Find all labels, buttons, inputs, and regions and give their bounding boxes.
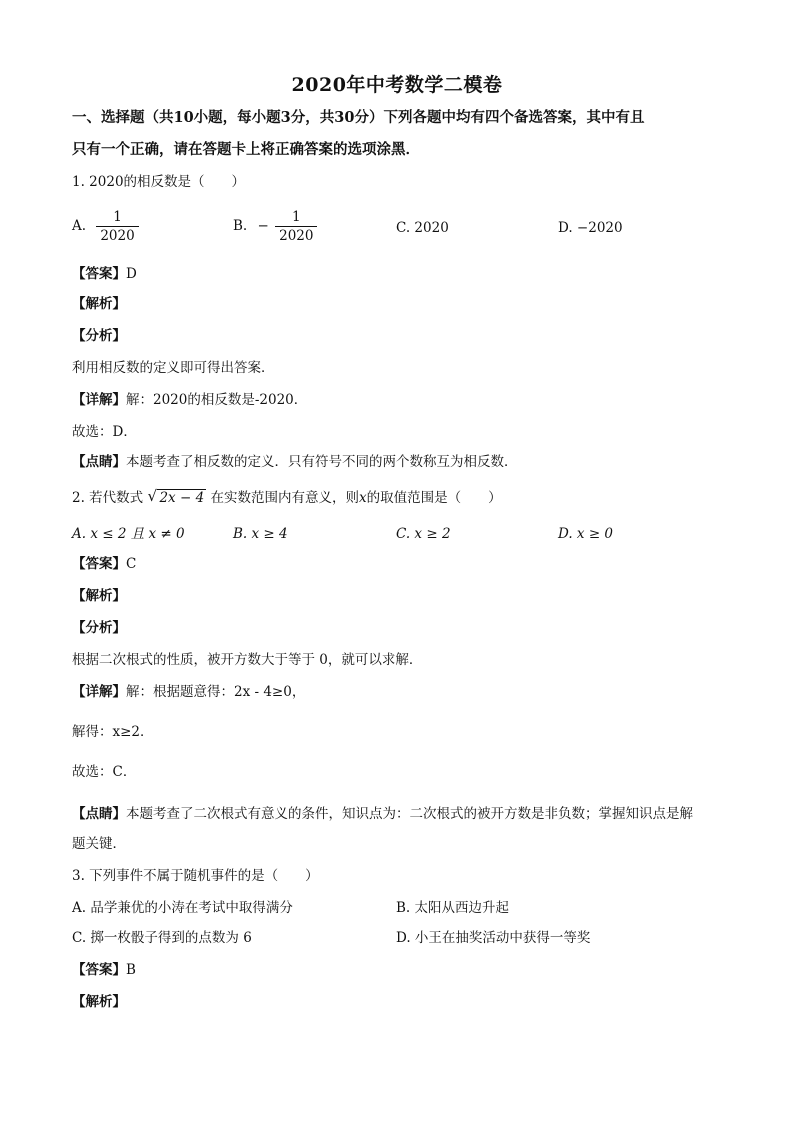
q1-option-b-denominator: 2020	[275, 226, 317, 245]
q1-answer	[72, 264, 137, 284]
q2-stem-pre: 2. 若代数式	[72, 490, 144, 506]
q2-dianjing-text-1: 本题考查了二次根式有意义的条件，知识点为：二次根式的被开方数是非负数；掌握知识点是解	[126, 806, 693, 822]
q2-dianjing-tag: 【点睛】	[72, 806, 126, 822]
q2-fenxi-text: 根据二次根式的性质，被开方数大于等于 0，就可以求解．	[72, 652, 423, 668]
q2-stem-post: 的取值范围是（ ）	[366, 490, 502, 506]
page-title: 2020年中考数学二模卷	[291, 74, 503, 96]
q1-option-b	[233, 208, 317, 245]
q1-xiangjie	[72, 390, 307, 410]
q2-fenxi-tag: 【分析】	[72, 620, 126, 636]
q2-dianjing	[72, 804, 693, 824]
q3-jiexi-tag: 【解析】	[72, 994, 126, 1010]
q2-stem-mid: 在实数范围内有意义，则	[210, 490, 359, 506]
q1-option-d: D. −2020	[558, 220, 623, 236]
q1-option-b-sign: −	[257, 218, 269, 234]
q2-xiangjie	[72, 682, 305, 702]
q3-answer-value: B	[126, 962, 136, 978]
q2-xiangjie-text: 解：根据题意得：2x - 4≥0，	[126, 684, 306, 700]
q2-stem-var: x	[358, 490, 367, 506]
q1-xiangjie-tag: 【详解】	[72, 392, 126, 408]
q2-answer	[72, 554, 136, 574]
q1-dianjing-tag: 【点睛】	[72, 454, 126, 470]
q1-option-a-label: A.	[72, 218, 87, 234]
q3-option-d: D. 小王在抽奖活动中获得一等奖	[396, 930, 591, 946]
q1-guxuan: 故选：D．	[72, 424, 137, 440]
q2-jiede: 解得：x≥2．	[72, 724, 154, 740]
q2-answer-value: C	[126, 556, 137, 572]
q1-option-c: C. 2020	[396, 220, 449, 236]
q1-option-b-fraction	[275, 208, 317, 245]
q3-option-b: B. 太阳从西边升起	[396, 900, 510, 916]
q2-guxuan: 故选：C．	[72, 764, 137, 780]
q3-option-c: C. 掷一枚骰子得到的点数为 6	[72, 930, 252, 946]
q2-answer-tag: 【答案】	[72, 556, 126, 572]
q1-option-a-fraction	[96, 208, 138, 245]
q2-jiexi-tag: 【解析】	[72, 588, 126, 604]
q2-option-c: C. x ≥ 2	[396, 526, 451, 542]
q3-option-a: A. 品学兼优的小涛在考试中取得满分	[72, 900, 293, 916]
q2-stem	[72, 488, 502, 508]
q1-answer-tag: 【答案】	[72, 266, 126, 282]
q1-option-a	[72, 208, 139, 245]
q1-jiexi-tag: 【解析】	[72, 296, 126, 312]
q1-fenxi-text: 利用相反数的定义即可得出答案．	[72, 360, 275, 376]
q3-answer	[72, 960, 136, 980]
section-heading-line2: 只有一个正确，请在答题卡上将正确答案的选项涂黑．	[72, 141, 420, 158]
q3-stem: 3. 下列事件不属于随机事件的是（ ）	[72, 868, 319, 884]
q1-stem: 1. 2020的相反数是（ ）	[72, 174, 246, 190]
q1-answer-value: D	[126, 266, 137, 282]
q2-dianjing-text-2: 题关键．	[72, 836, 126, 852]
q2-xiangjie-tag: 【详解】	[72, 684, 126, 700]
q1-fenxi-tag: 【分析】	[72, 328, 126, 344]
q2-sqrt-expression	[147, 488, 206, 508]
q2-radicand: 2x − 4	[159, 490, 205, 506]
radical-sign-icon: √	[147, 487, 158, 505]
q3-answer-tag: 【答案】	[72, 962, 126, 978]
q1-xiangjie-text: 解：2020的相反数是-2020．	[126, 392, 308, 408]
q1-dianjing-text: 本题考查了相反数的定义．只有符号不同的两个数称互为相反数．	[126, 454, 518, 470]
q1-option-b-label: B.	[233, 218, 248, 234]
q1-option-a-denominator: 2020	[96, 226, 138, 245]
q2-option-a: A. x ≤ 2 且 x ≠ 0	[72, 526, 185, 542]
q2-option-d: D. x ≥ 0	[558, 526, 614, 542]
q1-option-a-numerator: 1	[113, 209, 122, 225]
q1-option-b-numerator: 1	[292, 209, 301, 225]
section-heading-line1: 一、选择题（共10小题，每小题3分，共30分）下列各题中均有四个备选答案，其中有且	[72, 109, 645, 126]
q2-option-b: B. x ≥ 4	[233, 526, 288, 542]
q1-dianjing	[72, 452, 518, 472]
